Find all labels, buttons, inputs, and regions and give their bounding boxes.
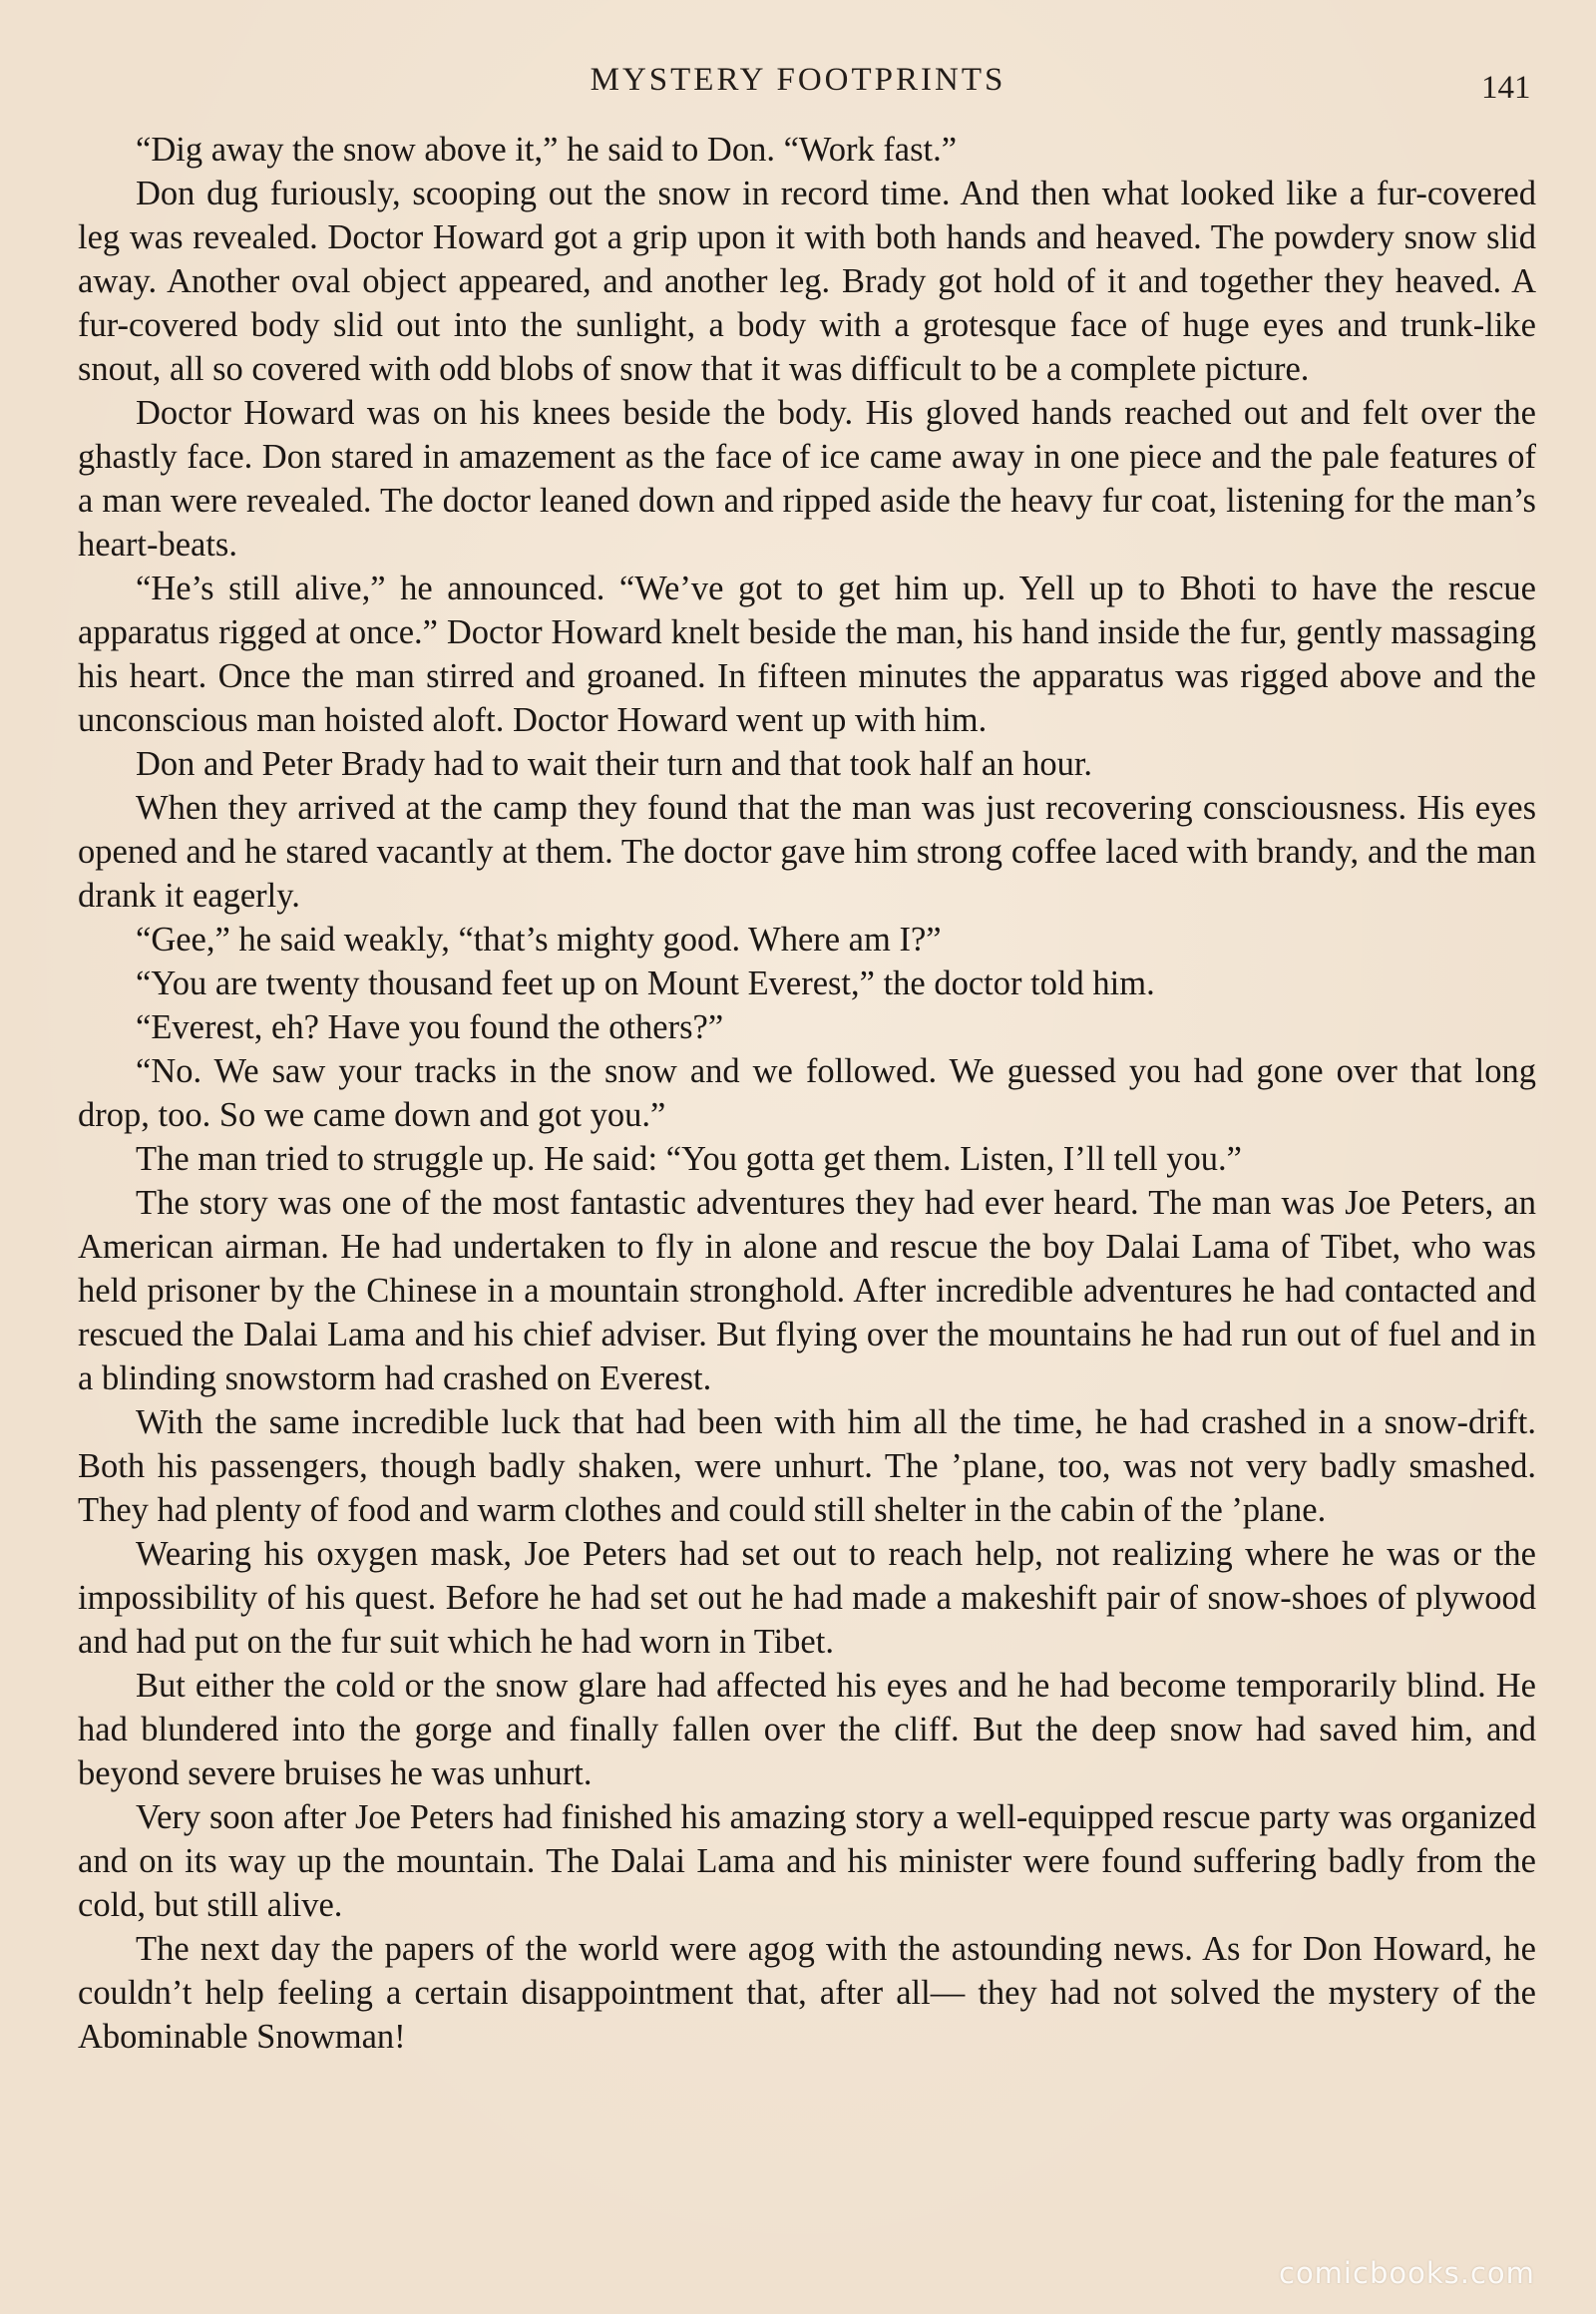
watermark: comicbooks.com [1279,2256,1535,2290]
paragraph: The next day the papers of the world were agog with the astounding news. As for Don Howard, he couldn’t help feeling a certain disappointment that, after all— they had not solved the mystery of the Abominable Snowman! [78,1930,1536,2056]
paragraph: The man tried to struggle up. He said: “You gotta get them. Listen, I’ll tell you.” [136,1140,1242,1178]
paragraph: “He’s still alive,” he announced. “We’ve got to get him up. Yell up to Bhoti to have the rescue apparatus rigged at once.” Doctor Howard knelt beside the man, his hand inside the fur, gently massaging his heart. Once the man stirred and groaned. In fifteen minutes the apparatus was rigged above and the unconscious man hoisted aloft. Doctor Howard went up with him. [78,570,1536,739]
running-title: MYSTERY FOOTPRINTS [590,62,1006,98]
paragraph: “Everest, eh? Have you found the others?” [136,1008,724,1046]
page-number: 141 [1481,70,1531,106]
paragraph: Don dug furiously, scooping out the snow in record time. And then what looked like a fur-covered leg was revealed. Doctor Howard got a grip upon it with both hands and heaved. The powdery snow slid away. Another oval object appeared, and another leg. Brady got hold of it and together they heaved. A fur-covered body slid out into the sunlight, a body with a grotesque face of huge eyes and trunk-like snout, all so covered with odd blobs of snow that it was difficult to be a complete picture. [78,175,1536,388]
paragraph: “You are twenty thousand feet up on Mount Everest,” the doctor told him. [136,964,1155,1002]
paragraph: With the same incredible luck that had been with him all the time, he had crashed in a snow-drift. Both his passengers, though badly shaken, were unhurt. The ’plane, too, was not very badly smashed. They had plenty of food and warm clothes and could still shelter in the cabin of the ’plane. [78,1403,1536,1529]
paragraph: Wearing his oxygen mask, Joe Peters had set out to reach help, not realizing where he was or the impossibility of his quest. Before he had set out he had made a makeshift pair of snow-shoes of plywood and had put on the fur suit which he had worn in Tibet. [78,1535,1536,1661]
paragraph: But either the cold or the snow glare had affected his eyes and he had become temporarily blind. He had blundered into the gorge and finally fallen over the cliff. But the deep snow had saved him, and beyond severe bruises he was unhurt. [78,1667,1536,1792]
paragraph: Don and Peter Brady had to wait their turn and that took half an hour. [136,745,1093,783]
paragraph: When they arrived at the camp they found that the man was just recovering consciousness. His eyes opened and he stared vacantly at them. The doctor gave him strong coffee laced with brandy, and the man drank it eagerly. [78,789,1536,915]
paragraph: Very soon after Joe Peters had finished his amazing story a well-equipped rescue party was organized and on its way up the mountain. The Dalai Lama and his minister were found suffering badly from the cold, but still alive. [78,1798,1536,1924]
paragraph: The story was one of the most fantastic adventures they had ever heard. The man was Joe Peters, an American airman. He had undertaken to fly in alone and rescue the boy Dalai Lama of Tibet, who was held prisoner by the Chinese in a mountain stronghold. After incredible adventures he had contacted and rescued the Dalai Lama and his chief adviser. But flying over the mountains he had run out of fuel and in a blinding snowstorm had crashed on Everest. [78,1184,1536,1397]
paragraph: “Dig away the snow above it,” he said to Don. “Work fast.” [136,131,958,169]
paragraph: “Gee,” he said weakly, “that’s mighty good. Where am I?” [136,921,942,959]
paragraph: “No. We saw your tracks in the snow and we followed. We guessed you had gone over that long drop, too. So we came down and got you.” [78,1052,1536,1134]
body-text [78,128,1536,2059]
paragraph: Doctor Howard was on his knees beside the body. His gloved hands reached out and felt over the ghastly face. Don stared in amazement as the face of ice came away in one piece and the pale features of a man were revealed. The doctor leaned down and ripped aside the heavy fur coat, listening for the man’s heart-beats. [78,394,1536,564]
